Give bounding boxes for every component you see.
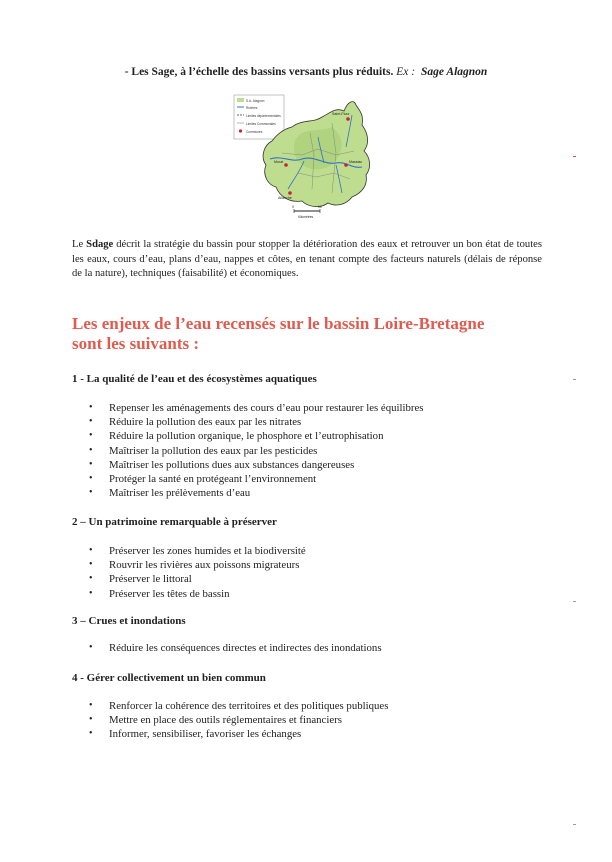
town-marker-4 bbox=[288, 191, 292, 195]
issues-heading-line-2: sont les suivants : bbox=[72, 334, 200, 353]
sdage-text: décrit la stratégie du bassin pour stopper la détérioration des eaux et retrouver un bon état de toutes les eaux, cours d’eau, plans d’eau, nappes et côtes, en tenant compte des facteurs naturels (délais de réponse de la nature), techniques (faisabilité) et économiques. bbox=[72, 239, 542, 279]
sdage-term: Sdage bbox=[86, 239, 114, 250]
list-item: • Préserver les têtes de bassin bbox=[72, 587, 552, 601]
legend-label-4: Limites Communales bbox=[246, 122, 276, 126]
example-label: Ex : bbox=[396, 66, 416, 78]
scale-unit: Kilomètres bbox=[298, 215, 314, 219]
sage-intro-line bbox=[0, 66, 612, 78]
place-label-massiac: Massiac bbox=[349, 160, 363, 164]
town-marker-1 bbox=[346, 117, 350, 121]
list-item: • Repenser les aménagements des cours d’eau pour restaurer les équilibres bbox=[72, 401, 552, 415]
list-item: • Renforcer la cohérence des territoires et des politiques publiques bbox=[72, 699, 552, 713]
place-label-allanche: Allanche bbox=[278, 196, 292, 200]
legend-label-2: Rivières bbox=[246, 106, 258, 110]
list-item: • Réduire les conséquences directes et indirectes des inondations bbox=[72, 641, 552, 655]
legend-swatch-town bbox=[239, 129, 242, 132]
issues-heading bbox=[72, 314, 552, 354]
issue-block-3 bbox=[72, 614, 552, 655]
issue-block-1 bbox=[72, 372, 552, 500]
example-name: Sage Alagnon bbox=[420, 66, 488, 78]
scan-mark bbox=[573, 601, 576, 602]
sdage-prefix: Le bbox=[72, 239, 87, 250]
issue-list-3 bbox=[72, 641, 552, 655]
legend-swatch-land bbox=[237, 98, 244, 102]
issues-heading-line-1: Les enjeux de l’eau recensés sur le bassin Loire-Bretagne bbox=[72, 314, 485, 333]
issue-block-4 bbox=[72, 671, 552, 742]
issue-title-2: 2 – Un patrimoine remarquable à préserver bbox=[72, 516, 277, 528]
list-item: • Maîtriser les prélèvements d’eau bbox=[72, 486, 552, 500]
scale-ten: 10 bbox=[318, 205, 322, 209]
issue-title-1: 1 - La qualité de l’eau et des écosystèmes aquatiques bbox=[72, 373, 317, 385]
list-item: • Maîtriser les pollutions dues aux substances dangereuses bbox=[72, 458, 552, 472]
sage-intro-text: - Les Sage, à l’échelle des bassins versants plus réduits. bbox=[124, 66, 394, 78]
issue-title-3: 3 – Crues et inondations bbox=[72, 615, 186, 627]
scan-mark bbox=[573, 379, 576, 380]
legend-label-5: Communes bbox=[246, 130, 263, 134]
town-marker-2 bbox=[284, 163, 288, 167]
list-item: • Réduire la pollution organique, le phosphore et l’eutrophisation bbox=[72, 429, 552, 443]
list-item: • Informer, sensibiliser, favoriser les échanges bbox=[72, 727, 552, 741]
issue-list-2 bbox=[72, 544, 552, 601]
list-item: • Préserver les zones humides et la biodiversité bbox=[72, 544, 552, 558]
legend-label-1: S.A. Alagnon bbox=[246, 99, 265, 103]
sage-alagnon-map bbox=[232, 93, 380, 223]
legend-label-3: Limites départementales bbox=[246, 114, 281, 118]
issue-list-4 bbox=[72, 699, 552, 742]
scan-mark bbox=[573, 824, 576, 825]
list-item: • Réduire la pollution des eaux par les nitrates bbox=[72, 415, 552, 429]
scan-mark bbox=[573, 156, 576, 157]
list-item: • Maîtriser la pollution des eaux par les pesticides bbox=[72, 444, 552, 458]
sdage-paragraph bbox=[72, 238, 542, 282]
list-item: • Mettre en place des outils réglementaires et financiers bbox=[72, 713, 552, 727]
issue-list-1 bbox=[72, 401, 552, 500]
place-label-saint-flour: Saint-Flour bbox=[332, 112, 350, 116]
issue-title-4: 4 - Gérer collectivement un bien commun bbox=[72, 672, 266, 684]
list-item: • Rouvrir les rivières aux poissons migrateurs bbox=[72, 558, 552, 572]
list-item: • Protéger la santé en protégeant l’environnement bbox=[72, 472, 552, 486]
place-label-murat: Murat bbox=[274, 160, 284, 164]
issue-block-2 bbox=[72, 515, 552, 601]
scale-zero: 0 bbox=[292, 205, 294, 209]
town-marker-3 bbox=[344, 163, 348, 167]
list-item: • Préserver le littoral bbox=[72, 572, 552, 586]
